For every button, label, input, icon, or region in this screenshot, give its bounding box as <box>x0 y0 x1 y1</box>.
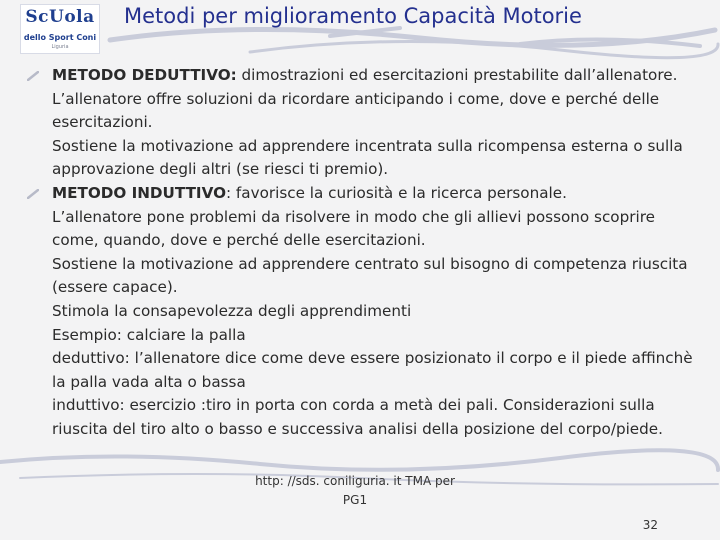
footer-source <box>250 472 460 510</box>
bullet-text: : favorisce la curiosità e la ricerca personale. <box>225 183 567 202</box>
bullet-stroke-icon <box>27 189 39 199</box>
footer-course-line: PG1 <box>342 493 368 507</box>
bullet-text: dimostrazioni ed esercitazioni prestabilite dall’allenatore. L’allenatore offre soluzioni da ricordare anticipando i come, dove e perché delle esercitazioni. <box>52 66 678 132</box>
method-keyword: METODO DEDUTTIVO: <box>52 66 237 84</box>
body-line: L’allenatore pone problemi da risolvere in modo che gli allievi possono scoprire come, quando, dove e perché delle esercitazioni. <box>52 207 655 250</box>
page-number: 32 <box>642 518 658 532</box>
body-line: Sostiene la motivazione ad apprendere incentrata sulla ricompensa esterna o sulla approvazione degli altri (se riesci ti premio). <box>52 136 683 179</box>
body-line: Stimola la consapevolezza degli apprendimenti <box>52 301 412 320</box>
logo-sub-text: dello Sport Coni <box>23 33 97 42</box>
slide-title: Metodi per miglioramento Capacità Motorie <box>124 4 582 28</box>
bullet-paragraph-induttivo <box>52 182 694 206</box>
logo-main-text: ScUola <box>25 7 95 27</box>
logo-region-text: Liguria <box>51 44 69 50</box>
slide-body <box>52 64 694 442</box>
body-line: deduttivo: l’allenatore dice come deve essere posizionato il corpo e il piede affinchè la palla vada alta o bassa <box>52 349 693 391</box>
footer-url-line: http: //sds. coniliguria. it TMA per <box>255 474 455 488</box>
bullet-stroke-icon <box>27 71 39 81</box>
bullet-paragraph-deduttivo <box>52 64 694 135</box>
body-line: induttivo: esercizio :tiro in porta con corda a metà dei pali. Considerazioni sulla riuscita del tiro alto o basso e successiva analisi della posizione del corpo/piede. <box>52 396 663 438</box>
body-line: Sostiene la motivazione ad apprendere centrato sul bisogno di competenza riuscita (essere capace). <box>52 254 688 297</box>
scuola-sport-coni-logo <box>20 4 100 54</box>
method-keyword: METODO INDUTTIVO <box>52 183 226 202</box>
body-line: Esempio: calciare la palla <box>52 325 246 344</box>
